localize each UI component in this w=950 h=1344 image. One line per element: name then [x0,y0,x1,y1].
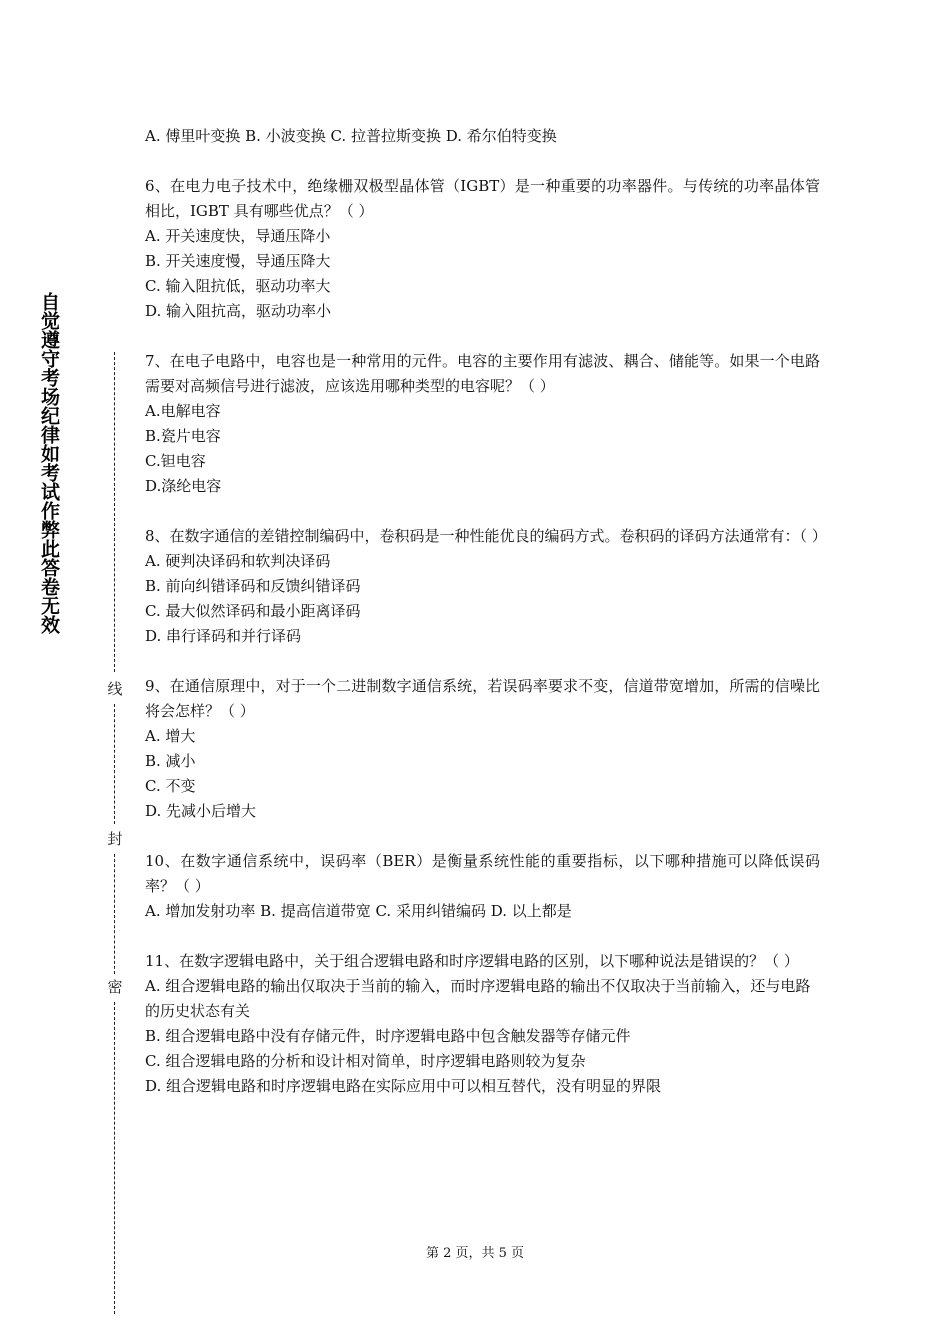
seal-mark-line: 线 [107,680,123,698]
question-11 [145,949,820,1099]
seal-mark-secret: 密 [107,978,123,996]
seal-line-segment [114,352,115,672]
seal-line-segment [114,704,115,824]
question-stem: 11、在数字逻辑电路中，关于组合逻辑电路和时序逻辑电路的区别，以下哪种说法是错误的？（ ） [145,952,799,970]
option: A. 硬判决译码和软判决译码 [145,552,331,570]
page-number: 第 2 页，共 5 页 [425,1246,525,1261]
option: B. 减小 [145,752,196,770]
question-stem: 6、在电力电子技术中，绝缘栅双极型晶体管（IGBT）是一种重要的功率器件。与传统的功率晶体管相比，IGBT 具有哪些优点？（ ） [145,177,820,220]
option: B.瓷片电容 [145,427,221,445]
question-5 [145,124,820,149]
question-6 [145,174,820,324]
option: C. 最大似然译码和最小距离译码 [145,602,361,620]
option: A. 增大 [145,727,196,745]
option-line: A. 傅里叶变换 B. 小波变换 C. 拉普拉斯变换 D. 希尔伯特变换 [145,127,557,145]
option: A. 开关速度快，导通压降小 [145,227,331,245]
option: D. 组合逻辑电路和时序逻辑电路在实际应用中可以相互替代，没有明显的界限 [145,1077,662,1095]
option: D.涤纶电容 [145,477,222,495]
option: C. 输入阻抗低，驱动功率大 [145,277,331,295]
question-stem: 9、在通信原理中，对于一个二进制数字通信系统，若误码率要求不变，信道带宽增加，所需的信噪比将会怎样？（ ） [145,677,820,720]
question-stem: 10、在数字通信系统中，误码率（BER）是衡量系统性能的重要指标，以下哪种措施可以降低误码率？（ ） [145,852,820,895]
exam-discipline-notice: 自觉遵守考场纪律如考试作弊此答卷无效 [38,292,60,634]
option: D. 串行译码和并行译码 [145,627,302,645]
question-8 [145,524,827,649]
question-stem: 8、在数字通信的差错控制编码中，卷积码是一种性能优良的编码方式。卷积码的译码方法通常有：（ ） [145,527,827,545]
option: B. 组合逻辑电路中没有存储元件，时序逻辑电路中包含触发器等存储元件 [145,1027,631,1045]
option: D. 输入阻抗高，驱动功率小 [145,302,332,320]
question-7 [145,349,820,499]
question-9 [145,674,820,824]
option: B. 前向纠错译码和反馈纠错译码 [145,577,361,595]
question-10 [145,849,820,924]
option: C. 不变 [145,777,196,795]
option: B. 开关速度慢，导通压降大 [145,252,331,270]
seal-mark-seal: 封 [107,830,123,848]
seal-line-segment [114,1002,115,1314]
option-line: A. 增加发射功率 B. 提高信道带宽 C. 采用纠错编码 D. 以上都是 [145,902,572,920]
option: A. 组合逻辑电路的输出仅取决于当前的输入，而时序逻辑电路的输出不仅取决于当前输入，还与电路的历史状态有关 [145,977,811,1020]
question-stem: 7、在电子电路中，电容也是一种常用的元件。电容的主要作用有滤波、耦合、储能等。如果一个电路需要对高频信号进行滤波，应该选用哪种类型的电容呢？（ ） [145,352,820,395]
question-list [145,124,827,1124]
option: C.钽电容 [145,452,206,470]
option: D. 先减小后增大 [145,802,257,820]
seal-line-segment [114,854,115,974]
option: C. 组合逻辑电路的分析和设计相对简单，时序逻辑电路则较为复杂 [145,1052,586,1070]
option: A.电解电容 [145,402,221,420]
